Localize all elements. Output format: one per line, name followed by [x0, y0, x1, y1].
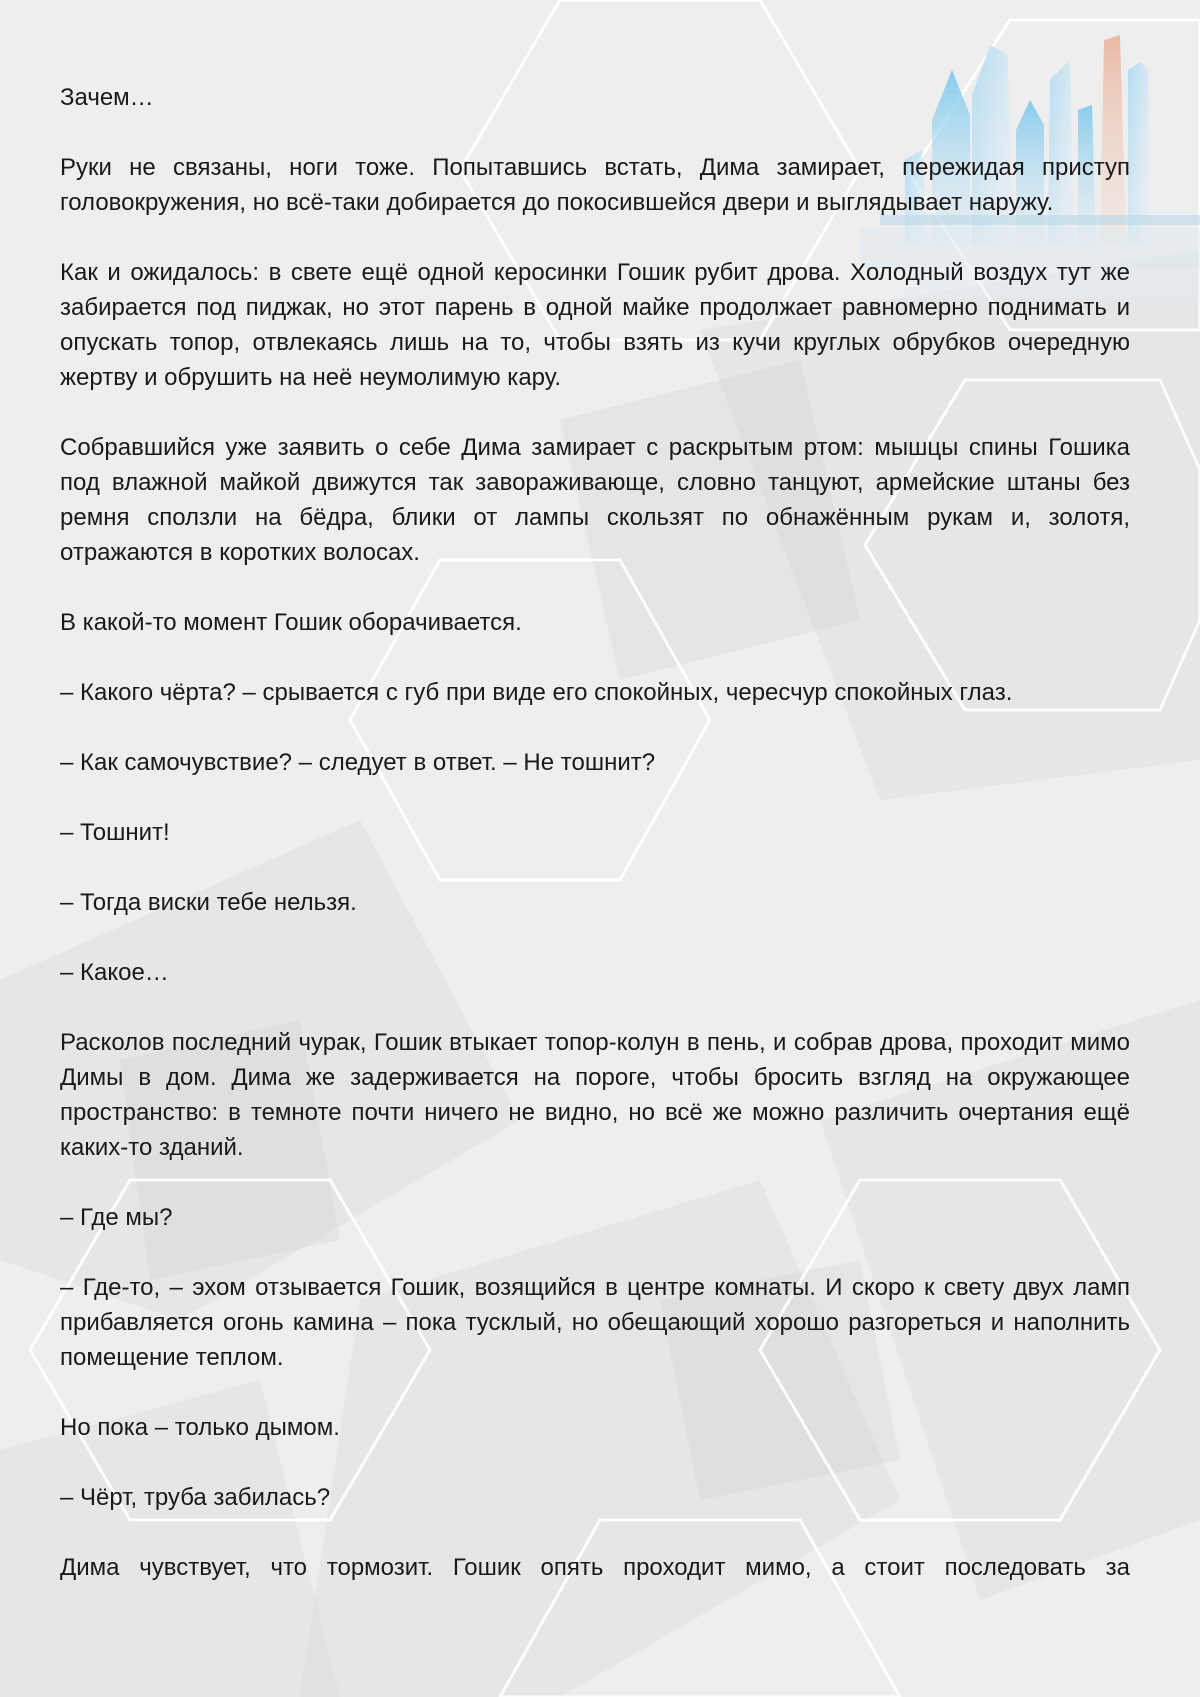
- paragraph: Собравшийся уже заявить о себе Дима замирает с раскрытым ртом: мышцы спины Гошика под влажной майкой движутся так завораживающе, словно танцуют, армейские штаны без ремня сползли на бёдра, блики от лампы скользят по обнажённым рукам и, золотя, отражаются в коротких волосах.: [60, 434, 1130, 566]
- dialogue-line: – Какое…: [60, 959, 169, 986]
- paragraph: Но пока – только дымом.: [60, 1414, 340, 1441]
- dialogue-line: – Где мы?: [60, 1204, 173, 1231]
- dialogue-line: – Тогда виски тебе нельзя.: [60, 889, 357, 916]
- document-body: [60, 80, 1130, 1620]
- paragraph: Руки не связаны, ноги тоже. Попытавшись встать, Дима замирает, пережидая приступ головокружения, но всё-таки добирается до покосившейся двери и выглядывает наружу.: [60, 154, 1130, 216]
- paragraph: Как и ожидалось: в свете ещё одной керосинки Гошик рубит дрова. Холодный воздух тут же забирается под пиджак, но этот парень в одной майке продолжает равномерно поднимать и опускать топор, отвлекаясь лишь на то, чтобы взять из кучи круглых обрубков очередную жертву и обрушить на неё неумолимую кару.: [60, 259, 1130, 391]
- dialogue-line: – Какого чёрта? – срывается с губ при виде его спокойных, чересчур спокойных глаз.: [60, 679, 1013, 706]
- dialogue-line: – Тошнит!: [60, 819, 170, 846]
- paragraph: Дима чувствует, что тормозит. Гошик опять проходит мимо, а стоит последовать за: [60, 1554, 1130, 1581]
- paragraph: Расколов последний чурак, Гошик втыкает топор-колун в пень, и собрав дрова, проходит мимо Димы в дом. Дима же задерживается на пороге, чтобы бросить взгляд на окружающее пространство: в темноте почти ничего не видно, но всё же можно различить очертания ещё каких-то зданий.: [60, 1029, 1130, 1161]
- paragraph: В какой-то момент Гошик оборачивается.: [60, 609, 522, 636]
- dialogue-line: – Где-то, – эхом отзывается Гошик, возящийся в центре комнаты. И скоро к свету двух ламп прибавляется огонь камина – пока тусклый, но обещающий хорошо разгореться и наполнить помещение теплом.: [60, 1274, 1130, 1371]
- paragraph: Зачем…: [60, 84, 154, 111]
- dialogue-line: – Чёрт, труба забилась?: [60, 1484, 331, 1511]
- dialogue-line: – Как самочувствие? – следует в ответ. – Не тошнит?: [60, 749, 656, 776]
